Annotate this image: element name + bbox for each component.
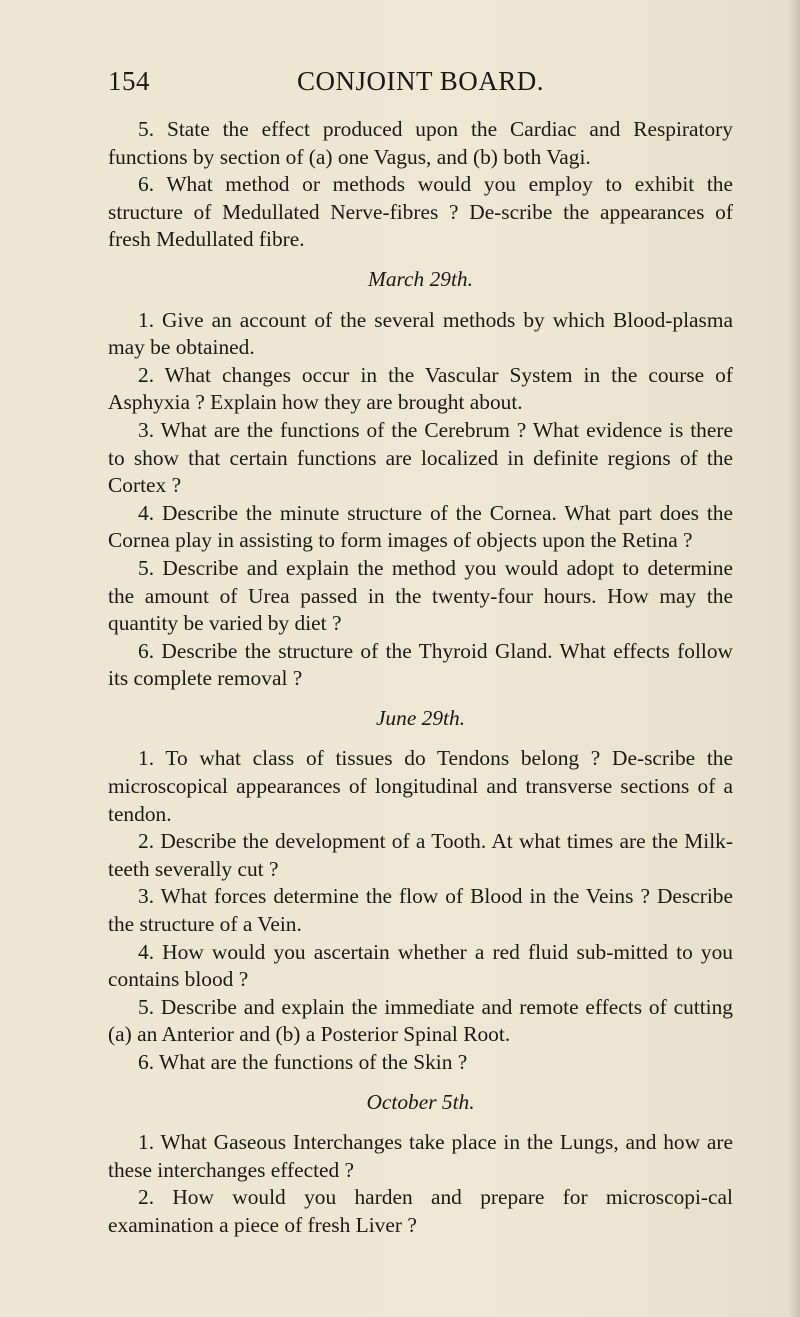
section-heading-march: March 29th. xyxy=(368,266,473,291)
question: 5. Describe and explain the immediate and remote effects of cutting (a) an Anterior and (b) a Posterior Spinal Root. xyxy=(108,994,733,1047)
question: 6. Describe the structure of the Thyroid Gland. What effects follow its complete removal ? xyxy=(108,638,733,691)
question: 1. What Gaseous Interchanges take place in the Lungs, and how are these interchanges effected ? xyxy=(108,1130,733,1182)
question: 1. Give an account of the several methods by which Blood-plasma may be obtained. xyxy=(108,307,733,360)
page-header xyxy=(108,66,733,106)
page-edge-shadow xyxy=(788,0,800,1317)
page-body xyxy=(108,116,733,1240)
question: 5. Describe and explain the method you would adopt to determine the amount of Urea passed in the twenty-four hours. How may the quantity be varied by diet ? xyxy=(108,555,733,636)
question: 3. What are the functions of the Cerebrum ? What evidence is there to show that certain functions are localized in definite regions of the Cortex ? xyxy=(108,417,733,498)
question: 2. How would you harden and prepare for microscopi-cal examination a piece of fresh Liver ? xyxy=(108,1185,733,1237)
question: 4. How would you ascertain whether a red fluid sub-mitted to you contains blood ? xyxy=(108,939,733,992)
question: 6. What are the functions of the Skin ? xyxy=(138,1050,468,1074)
section-heading-june: June 29th. xyxy=(375,705,466,730)
question: 6. What method or methods would you employ to exhibit the structure of Medullated Nerve-fibres ? De-scribe the appearances of fresh Medullated fibre. xyxy=(108,172,733,252)
question: 5. State the effect produced upon the Cardiac and Respiratory functions by section of (a) one Vagus, and (b) both Vagi. xyxy=(108,117,733,169)
running-title: CONJOINT BOARD. xyxy=(296,66,545,96)
question: 4. Describe the minute structure of the Cornea. What part does the Cornea play in assisting to form images of objects upon the Retina ? xyxy=(108,500,733,553)
question: 2. What changes occur in the Vascular System in the course of Asphyxia ? Explain how they are brought about. xyxy=(108,362,733,415)
question: 2. Describe the development of a Tooth. At what times are the Milk-teeth severally cut ? xyxy=(108,829,733,881)
question: 3. What forces determine the flow of Blood in the Veins ? Describe the structure of a Vein. xyxy=(108,884,733,937)
question: 1. To what class of tissues do Tendons belong ? De-scribe the microscopical appearances of longitudinal and transverse sections of a tendon. xyxy=(108,746,733,826)
page-number: 154 xyxy=(108,66,150,96)
section-heading-october: October 5th. xyxy=(366,1089,475,1114)
